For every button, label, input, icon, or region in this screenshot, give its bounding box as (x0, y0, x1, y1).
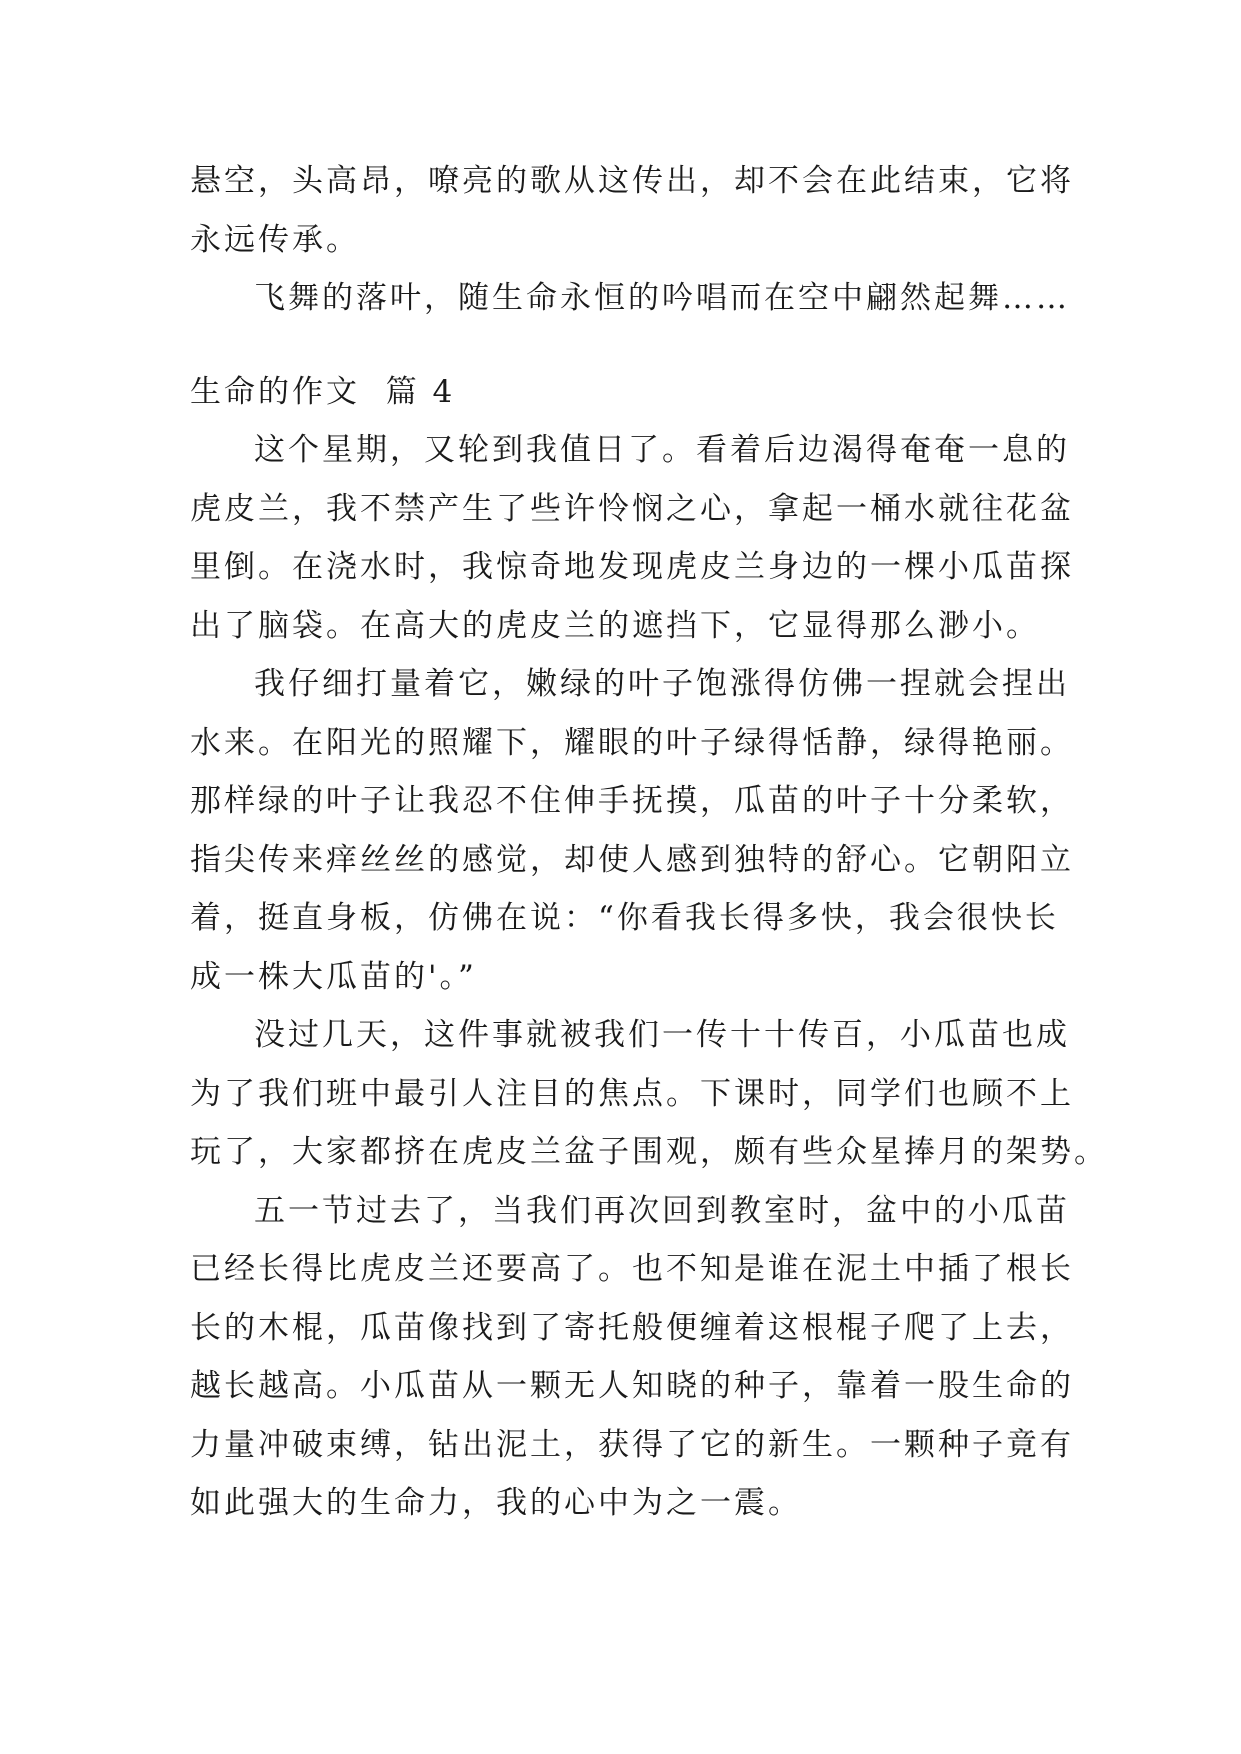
text-line: 虎皮兰，我不禁产生了些许怜悯之心，拿起一桶水就往花盆 (190, 490, 1074, 527)
text-line: 越长越高。小瓜苗从一颗无人知晓的种子，靠着一股生命的 (190, 1368, 1074, 1404)
closing-paragraph (190, 269, 1070, 328)
text-line: 如此强大的生命力，我的心中为之一震。 (190, 1485, 802, 1521)
text-line: 永远传承。 (190, 221, 360, 258)
text-line: 这个星期，又轮到我值日了。看着后边渴得奄奄一息的 (254, 432, 1070, 468)
text-line: 长的木棍，瓜苗像找到了寄托般便缠着这根棍子爬了上去， (190, 1309, 1074, 1346)
paragraph-1 (190, 421, 1074, 655)
text-line: 那样绿的叶子让我忍不住伸手抚摸，瓜苗的叶子十分柔软， (190, 783, 1074, 819)
paragraph-4 (190, 1182, 1074, 1533)
text-line: 出了脑袋。在高大的虎皮兰的遮挡下，它显得那么渺小。 (190, 607, 1040, 644)
text-line: 没过几天，这件事就被我们一传十十传百，小瓜苗也成 (254, 1017, 1070, 1053)
section-heading: 生命的作文 篇 4 (190, 373, 456, 410)
text-line: 五一节过去了，当我们再次回到教室时，盆中的小瓜苗 (254, 1192, 1070, 1229)
text-line: 玩了，大家都挤在虎皮兰盆子围观，颇有些众星捧月的架势。 (190, 1134, 1108, 1170)
paragraph-3 (190, 1006, 1108, 1182)
text-line: 指尖传来痒丝丝的感觉，却使人感到独特的舒心。它朝阳立 (190, 841, 1074, 878)
text-line: 已经长得比虎皮兰还要高了。也不知是谁在泥土中插了根长 (190, 1251, 1074, 1287)
text-line: 为了我们班中最引人注目的焦点。下课时，同学们也顾不上 (190, 1075, 1074, 1112)
paragraph-2 (190, 655, 1074, 1006)
text-line: 悬空，头高昂，嘹亮的歌从这传出，却不会在此结束，它将 (190, 163, 1074, 199)
section-gap (190, 328, 1052, 363)
text-line: 力量冲破束缚，钻出泥土，获得了它的新生。一颗种子竟有 (190, 1426, 1074, 1463)
essay-text (190, 152, 1108, 1533)
continuation-paragraph (190, 152, 1074, 269)
text-line: 我仔细打量着它，嫩绿的叶子饱涨得仿佛一捏就会捏出 (254, 666, 1070, 702)
text-line: 飞舞的落叶，随生命永恒的吟唱而在空中翩然起舞…… (254, 280, 1070, 316)
text-line: 着，挺直身板，仿佛在说：“你看我长得多快，我会很快长 (190, 900, 1059, 936)
text-line: 成一株大瓜苗的'。” (190, 958, 477, 995)
text-line: 里倒。在浇水时，我惊奇地发现虎皮兰身边的一棵小瓜苗探 (190, 549, 1074, 585)
text-line: 水来。在阳光的照耀下，耀眼的叶子绿得恬静，绿得艳丽。 (190, 724, 1074, 761)
